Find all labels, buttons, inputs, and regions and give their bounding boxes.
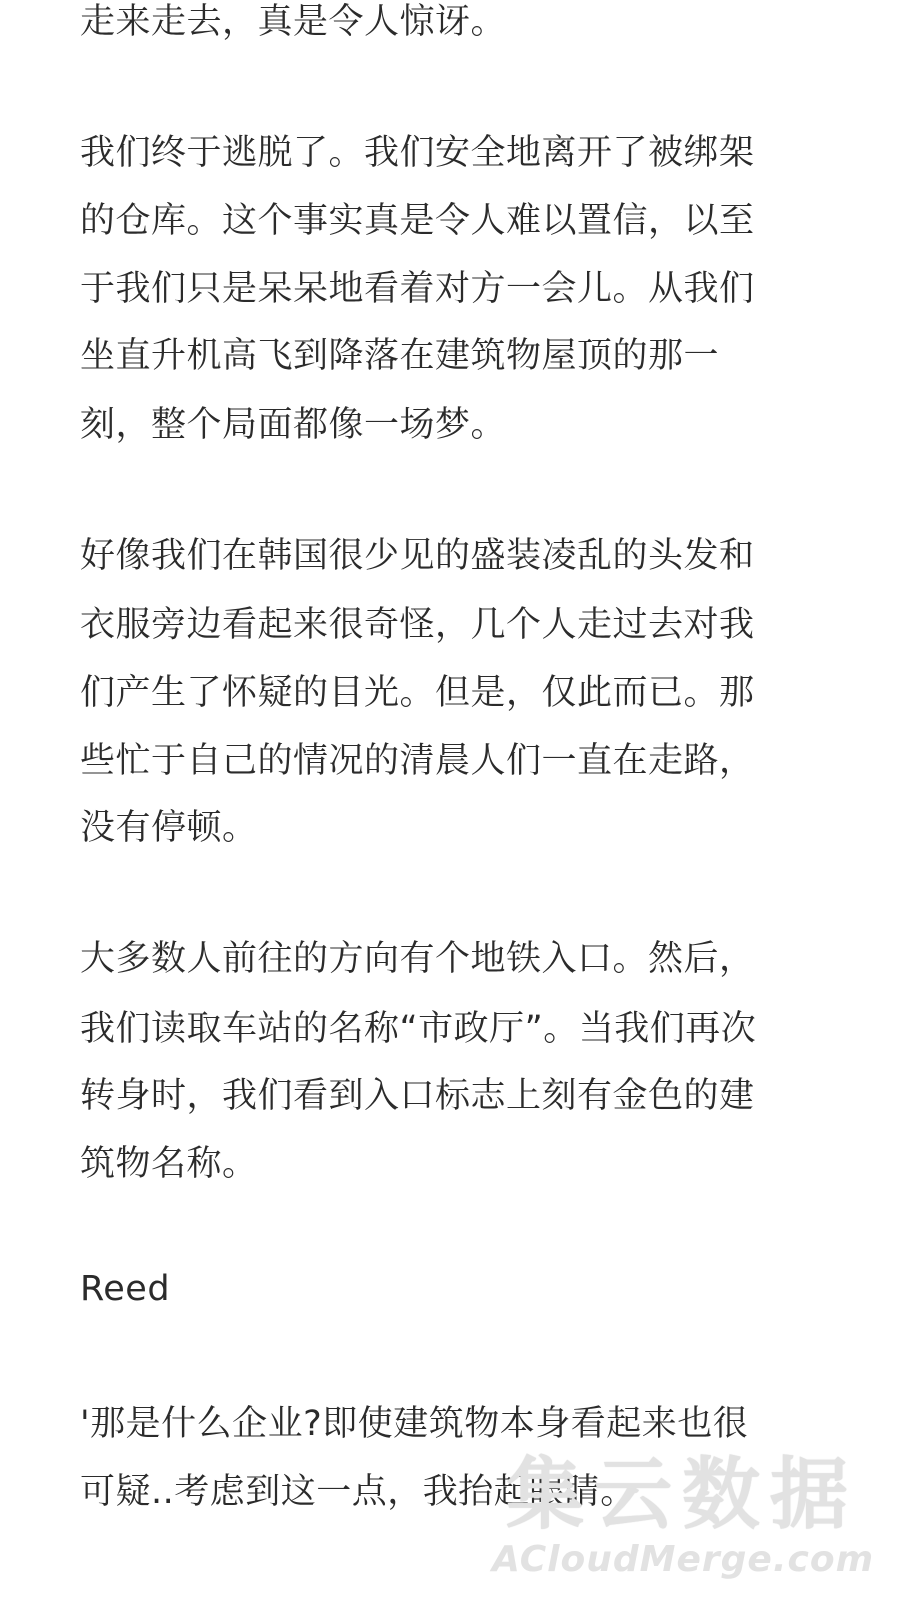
text-line-16: '那是什么企业?即使建筑物本身看起来也很	[80, 1404, 749, 1444]
text-line-5: 坐直升机高飞到降落在建筑物屋顶的那一	[80, 336, 720, 376]
text-line-7: 好像我们在韩国很少见的盛装凌乱的头发和	[80, 536, 755, 576]
text-line-14: 转身时，我们看到入口标志上刻有金色的建	[80, 1076, 755, 1116]
watermark-cn-text: 集云数据	[505, 1450, 858, 1540]
text-line-3: 的仓库。这个事实真是令人难以置信，以至	[80, 201, 755, 241]
text-line-13: 我们读取车站的名称“市政厅”。当我们再次	[80, 1009, 757, 1049]
speaker-name: Reed	[80, 1269, 171, 1309]
text-line-9: 们产生了怀疑的目光。但是，仅此而已。那	[80, 673, 755, 713]
watermark-en-text: ACloudMerge.com	[492, 1539, 875, 1580]
text-line-2: 我们终于逃脱了。我们安全地离开了被绑架	[80, 133, 755, 173]
text-line-10: 些忙于自己的情况的清晨人们一直在走路，	[80, 741, 755, 781]
text-line-12: 大多数人前往的方向有个地铁入口。然后，	[80, 939, 755, 979]
text-line-6: 刻，整个局面都像一场梦。	[80, 405, 507, 445]
text-line-17: 可疑..考虑到这一点，我抬起眼睛。	[80, 1472, 636, 1512]
text-line-15: 筑物名称。	[80, 1144, 258, 1184]
text-line-4: 于我们只是呆呆地看着对方一会儿。从我们	[80, 269, 755, 309]
text-line-1: 走来走去，真是令人惊讶。	[80, 2, 507, 42]
text-line-8: 衣服旁边看起来很奇怪，几个人走过去对我	[80, 605, 755, 645]
text-line-11: 没有停顿。	[80, 808, 258, 848]
